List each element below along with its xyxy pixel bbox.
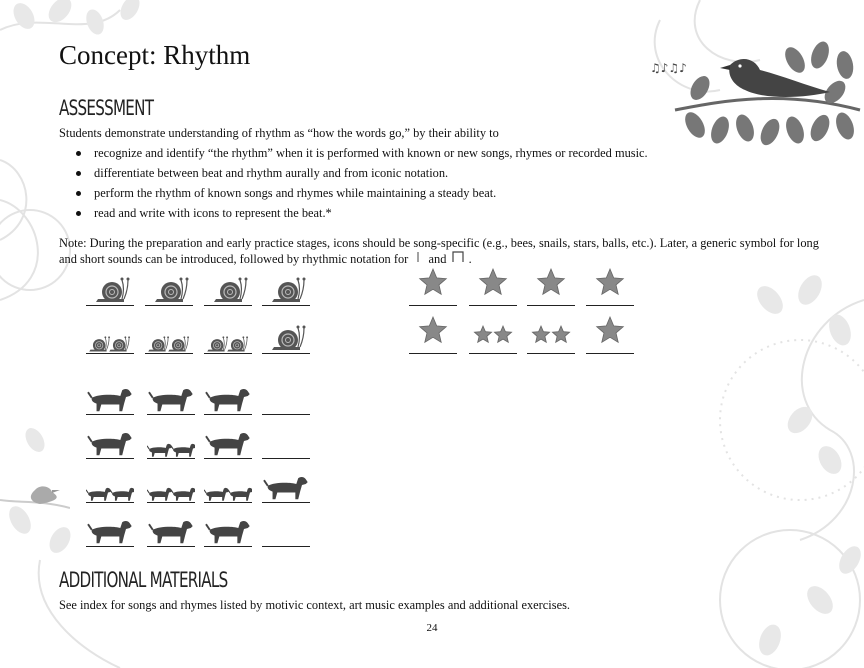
answer-line [409,305,457,306]
additional-materials-heading: ADDITIONAL MATERIALS [59,568,228,592]
dachshund-cell-icon [86,509,134,547]
dachshund-cell [147,421,195,459]
small-bird-illustration [0,478,70,518]
star-cell-icon [527,316,575,354]
answer-line [204,305,252,306]
answer-line [586,353,634,354]
bullet-item: recognize and identify “the rhythm” when it is performed with known or new songs, rhymes or recorded music. [59,146,679,166]
answer-line [262,353,310,354]
dachshund-cell-icon [147,421,195,459]
snail-cell-icon [204,316,252,354]
answer-line [204,353,252,354]
answer-line [469,305,517,306]
dachshund-cell-icon [262,509,310,547]
star-cell-icon [469,316,517,354]
snail-cell [204,268,252,306]
answer-line [262,305,310,306]
dachshund-cell [204,421,252,459]
star-cell-icon [409,268,457,306]
star-cell-icon [409,316,457,354]
assessment-heading: ASSESSMENT [59,96,154,120]
answer-line [527,353,575,354]
star-cell [469,268,517,306]
snail-cell [145,316,193,354]
additional-materials-text: See index for songs and rhymes listed by motivic context, art music examples and additional exercises. [59,598,570,612]
assessment-bullet-list [59,146,679,226]
bullet-item: perform the rhythm of known songs and rhymes while maintaining a steady beat. [59,186,679,206]
assessment-intro: Students demonstrate understanding of rhythm as “how the words go,” by their ability to [59,126,499,140]
star-cell [409,316,457,354]
note-line-2-text: and short sounds can be introduced, followed by rhythmic notation for [59,252,409,266]
dachshund-cell-icon [86,421,134,459]
answer-line [204,458,252,459]
answer-line [147,414,195,415]
answer-line [86,502,134,503]
answer-line [204,546,252,547]
dachshund-cell-icon [147,377,195,415]
star-cell [586,316,634,354]
answer-line [469,353,517,354]
snail-cell-icon [145,268,193,306]
snail-cell [262,268,310,306]
note-and: and [428,252,447,266]
star-cell [469,316,517,354]
answer-line [147,546,195,547]
page-number: 24 [426,622,438,634]
dachshund-cell-icon [262,377,310,415]
assessment-note [59,236,839,267]
dachshund-cell [86,421,134,459]
snail-cell [204,316,252,354]
snail-cell-icon [262,268,310,306]
dachshund-cell-icon [204,509,252,547]
answer-line [86,458,134,459]
dachshund-cell [262,509,310,547]
answer-line [262,502,310,503]
dachshund-cell-icon [86,377,134,415]
snail-cell-icon [204,268,252,306]
answer-line [147,502,195,503]
dachshund-cell [147,465,195,503]
dachshund-cell [86,509,134,547]
dachshund-cell-icon [204,421,252,459]
answer-line [86,546,134,547]
snail-cell-icon [262,316,310,354]
star-cell-icon [469,268,517,306]
dachshund-cell [262,377,310,415]
note-line-2 [59,251,839,267]
snail-cell-icon [86,316,134,354]
answer-line [145,305,193,306]
star-cell [586,268,634,306]
dachshund-cell-icon [262,421,310,459]
star-cell [409,268,457,306]
dachshund-cell [204,509,252,547]
svg-text:♫♪♫♪: ♫♪♫♪ [650,61,687,75]
bullet-item: differentiate between beat and rhythm aurally and from iconic notation. [59,166,679,186]
answer-line [409,353,457,354]
dachshund-cell [86,377,134,415]
dachshund-cell-icon [262,465,310,503]
note-end: . [468,252,472,266]
answer-line [86,305,134,306]
answer-line [586,305,634,306]
answer-line [262,414,310,415]
dachshund-cell [147,377,195,415]
dachshund-cell [147,509,195,547]
dachshund-cell [262,421,310,459]
dachshund-cell-icon [147,509,195,547]
star-cell-icon [586,316,634,354]
answer-line [145,353,193,354]
star-cell-icon [586,268,634,306]
eighth-notes-icon [450,251,466,263]
bullet-item: read and write with icons to represent the beat.* [59,206,679,226]
answer-line [204,502,252,503]
dachshund-cell-icon [204,377,252,415]
snail-cell [262,316,310,354]
answer-line [262,458,310,459]
answer-line [527,305,575,306]
page-title: Concept: Rhythm [59,40,251,70]
dachshund-cell-icon [147,465,195,503]
snail-cell [145,268,193,306]
dachshund-cell [86,465,134,503]
dachshund-cell-icon [86,465,134,503]
dachshund-cell [204,377,252,415]
note-line-1: Note: During the preparation and early practice stages, icons should be song-specific (e.g., bees, snails, stars, balls, etc.). Later, a generic symbol for long [59,236,819,250]
answer-line [204,414,252,415]
snail-cell [86,268,134,306]
star-cell-icon [527,268,575,306]
answer-line [262,546,310,547]
star-cell [527,316,575,354]
snail-cell-icon [145,316,193,354]
quarter-note-icon [411,251,425,263]
star-cell [527,268,575,306]
dachshund-cell [204,465,252,503]
snail-cell [86,316,134,354]
dachshund-cell [262,465,310,503]
dachshund-cell-icon [204,465,252,503]
answer-line [86,353,134,354]
snail-cell-icon [86,268,134,306]
answer-line [147,458,195,459]
answer-line [86,414,134,415]
